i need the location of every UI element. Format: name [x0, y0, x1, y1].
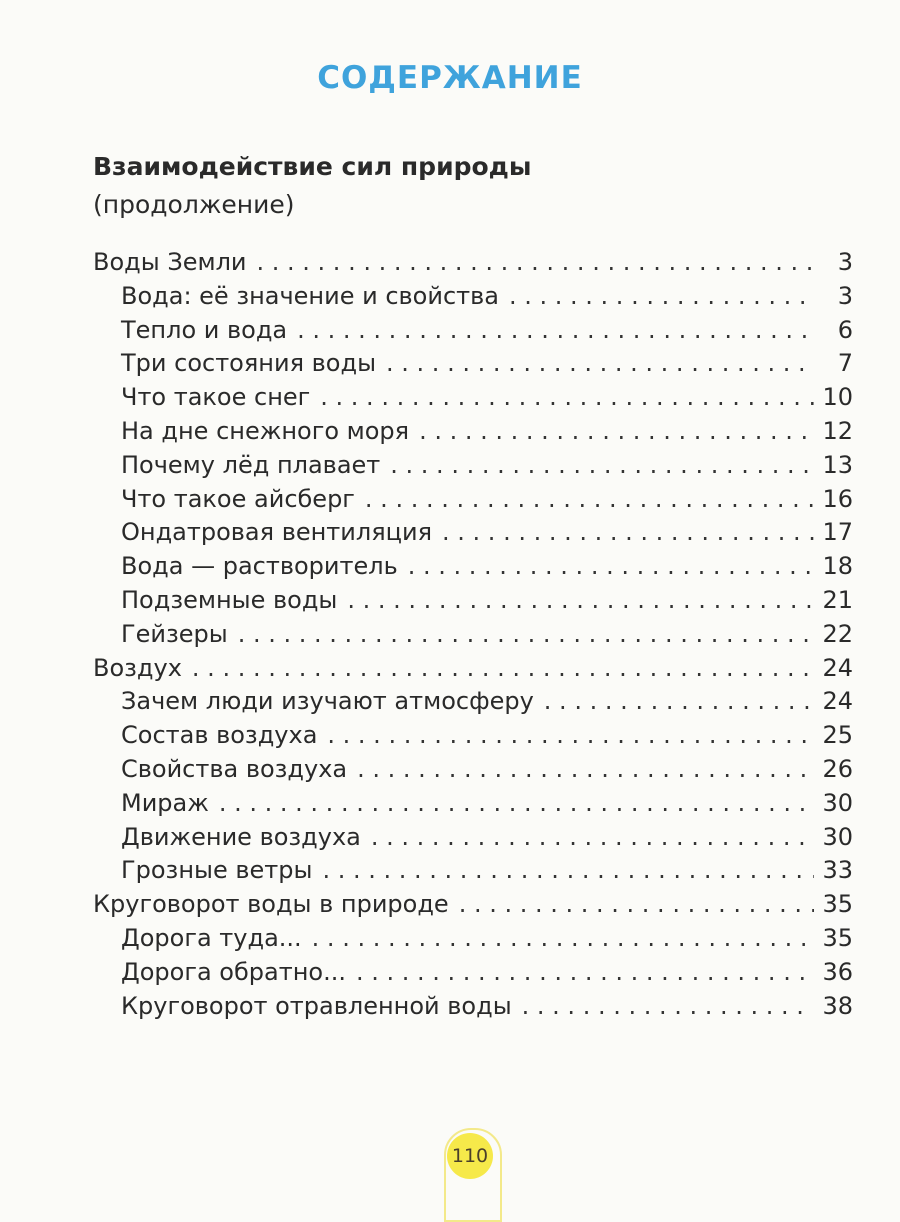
toc-entry-label: Вода: её значение и свойства: [121, 281, 499, 310]
toc-entry: [93, 485, 853, 519]
toc-entry: [93, 316, 853, 350]
toc-entry-page: 16: [822, 484, 853, 513]
toc-entry-label: Свойства воздуха: [121, 754, 348, 783]
toc-entry: [93, 518, 853, 552]
toc-entry: [93, 383, 853, 417]
toc-entry-page: 26: [822, 754, 853, 783]
toc-entry: [93, 958, 853, 992]
leader-dots: [357, 755, 814, 783]
toc-entry-label: Состав воздуха: [121, 721, 318, 750]
toc-entry-page: 25: [822, 721, 853, 750]
leader-dots: [238, 620, 815, 648]
toc-entry: [93, 349, 853, 383]
toc-entry-page: 13: [822, 450, 853, 479]
leader-dots: [365, 485, 815, 513]
toc-entry-page: 35: [822, 923, 853, 952]
leader-dots: [356, 958, 814, 986]
toc-entry-page: 30: [822, 822, 853, 851]
toc-entry-label: Три состояния воды: [121, 349, 377, 378]
toc-entry-label: Тепло и вода: [121, 315, 288, 344]
toc-entry-page: 3: [837, 281, 853, 310]
toc-entry: [93, 248, 853, 282]
toc-entry: [93, 755, 853, 789]
toc-entry-label: Дорога обратно...: [121, 957, 346, 986]
toc-entry-label: Дорога туда...: [121, 923, 302, 952]
toc-entry-label: Круговорот отравленной воды: [121, 991, 512, 1020]
toc-entry-page: 7: [837, 349, 853, 378]
toc-entry-label: Зачем люди изучают атмосферу: [121, 687, 534, 716]
toc-entry-page: 3: [837, 248, 853, 276]
toc-entry-page: 36: [822, 957, 853, 986]
toc-entry-page: 33: [822, 856, 853, 885]
leader-dots: [509, 282, 815, 310]
leader-dots: [459, 890, 815, 918]
toc-entry-label: Воды Земли: [93, 248, 247, 276]
leader-dots: [347, 586, 814, 614]
toc-entry-label: Грозные ветры: [121, 856, 313, 885]
toc-entry-label: На дне снежного моря: [121, 416, 410, 445]
toc-entry: [93, 417, 853, 451]
toc-entry: [93, 721, 853, 755]
toc-entry-page: 18: [822, 552, 853, 581]
toc-entry-label: Мираж: [121, 788, 209, 817]
page-number: 110: [447, 1133, 493, 1179]
toc-entry: [93, 586, 853, 620]
toc-entry-label: Почему лёд плавает: [121, 450, 381, 479]
toc-entry-page: 35: [822, 890, 853, 919]
section-heading: Взаимодействие сил природы: [93, 152, 532, 181]
leader-dots: [371, 823, 815, 851]
leader-dots: [522, 992, 815, 1020]
toc-entry-label: Подземные воды: [121, 585, 338, 614]
leader-dots: [312, 924, 815, 952]
toc-entry-page: 24: [822, 653, 853, 682]
toc-entry: [93, 856, 853, 890]
leader-dots: [390, 451, 814, 479]
leader-dots: [386, 349, 815, 377]
toc-entry-page: 38: [822, 991, 853, 1020]
toc-entry-page: 24: [822, 687, 853, 716]
toc-entry-page: 30: [822, 788, 853, 817]
leader-dots: [297, 316, 815, 344]
toc-entry-page: 21: [822, 585, 853, 614]
toc-entry-page: 6: [837, 315, 853, 344]
toc-entry: [93, 823, 853, 857]
leader-dots: [257, 248, 815, 276]
section-header: [93, 148, 531, 224]
toc-entry: [93, 282, 853, 316]
leader-dots: [419, 417, 814, 445]
toc-entry: [93, 924, 853, 958]
toc-entry-label: Гейзеры: [121, 619, 228, 648]
page-title: СОДЕРЖАНИЕ: [317, 60, 583, 96]
table-of-contents: [93, 248, 853, 1025]
toc-entry-label: Воздух: [93, 653, 182, 682]
toc-entry-label: Ондатровая вентиляция: [121, 518, 433, 547]
toc-entry: [93, 620, 853, 654]
leader-dots: [408, 552, 815, 580]
toc-entry-label: Что такое снег: [121, 383, 311, 412]
toc-entry-page: 12: [822, 416, 853, 445]
toc-entry: [93, 890, 853, 924]
toc-entry: [93, 789, 853, 823]
toc-entry: [93, 992, 853, 1026]
toc-entry-label: Круговорот воды в природе: [93, 890, 449, 919]
leader-dots: [327, 721, 814, 749]
toc-entry-label: Вода — растворитель: [121, 552, 398, 581]
toc-entry-page: 10: [822, 383, 853, 412]
toc-entry: [93, 654, 853, 688]
leader-dots: [219, 789, 815, 817]
toc-entry-page: 22: [822, 619, 853, 648]
leader-dots: [544, 687, 815, 715]
toc-entry: [93, 552, 853, 586]
toc-entry-page: 17: [822, 518, 853, 547]
leader-dots: [322, 856, 814, 884]
toc-entry: [93, 451, 853, 485]
leader-dots: [192, 654, 815, 682]
toc-entry-label: Движение воздуха: [121, 822, 361, 851]
leader-dots: [442, 518, 814, 546]
toc-entry-label: Что такое айсберг: [121, 484, 355, 513]
leader-dots: [320, 383, 814, 411]
toc-entry: [93, 687, 853, 721]
section-subheading: (продолжение): [93, 190, 295, 219]
